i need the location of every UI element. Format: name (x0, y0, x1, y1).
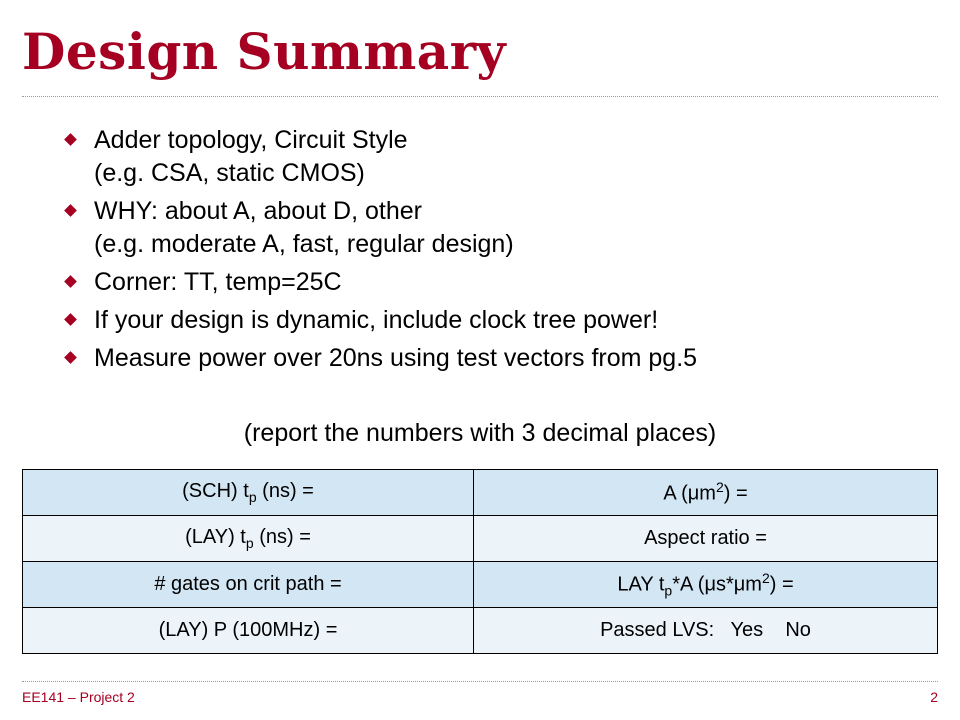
bullet-item (62, 195, 922, 261)
diamond-bullet-icon (64, 351, 77, 364)
bullet-text: WHY: about A, about D, other (94, 197, 422, 225)
bullet-item (62, 304, 922, 337)
diamond-bullet-icon (64, 313, 77, 326)
bullet-item (62, 342, 922, 375)
table-row (23, 562, 938, 608)
table-row (23, 608, 938, 654)
table-row (23, 516, 938, 562)
bullet-text: If your design is dynamic, include clock tree power! (94, 306, 659, 334)
metric-value-cell: Passed LVS: Yes No (474, 608, 938, 654)
metric-value-cell: A $(\mu m^2)$ = (474, 470, 938, 516)
metric-value-cell: Aspect ratio = (474, 516, 938, 562)
page-number: 2 (930, 689, 938, 705)
metric-label-cell: (LAY) $t_p$ (ns) = (23, 516, 474, 562)
metric-label-cell: (LAY) P (100MHz) = (23, 608, 474, 654)
metric-label-cell: (SCH) $t_p$ (ns) = (23, 470, 474, 516)
summary-table (22, 469, 938, 654)
bullet-text: Corner: TT, temp=25C (94, 268, 342, 296)
title-divider (22, 96, 938, 97)
slide-title: Design Summary (22, 22, 507, 81)
report-note: (report the numbers with 3 decimal places) (243, 419, 717, 447)
table-row (23, 470, 938, 516)
diamond-bullet-icon (64, 204, 77, 217)
bullet-text: Measure power over 20ns using test vectors from pg.5 (94, 344, 698, 372)
metric-value-cell: LAY $t_p*A$ $(\mu s*\mu m^2)$ = (474, 562, 938, 608)
footer-divider (22, 681, 938, 682)
diamond-bullet-icon (64, 133, 77, 146)
bullet-item (62, 266, 922, 299)
bullet-list (62, 124, 922, 380)
bullet-text: Adder topology, Circuit Style (94, 126, 408, 154)
diamond-bullet-icon (64, 275, 77, 288)
footer-course-label: EE141 – Project 2 (22, 689, 135, 705)
bullet-subtext: (e.g. CSA, static CMOS) (94, 159, 365, 187)
bullet-item (62, 124, 922, 190)
bullet-subtext: (e.g. moderate A, fast, regular design) (94, 230, 514, 258)
metric-label-cell: # gates on crit path = (23, 562, 474, 608)
